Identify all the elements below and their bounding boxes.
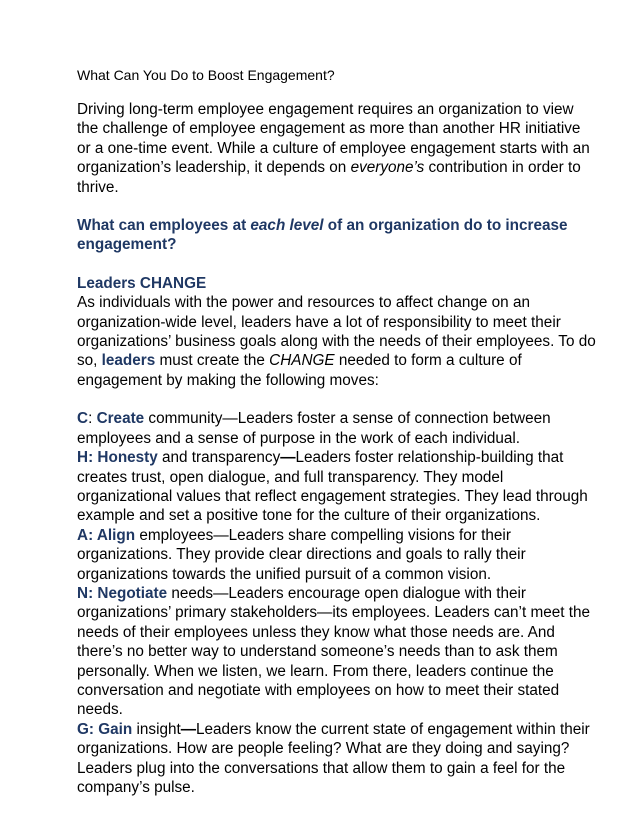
move-keyword: Honesty — [97, 449, 158, 467]
intro-emphasis: everyone’s — [350, 159, 425, 177]
question-text-1: What can employees at — [77, 217, 251, 235]
leaders-text-1: As individuals with the power and resources to affect change on an organization-wide level, leaders have a lot of responsibility to meet their organizations’ business goals along with the needs of their employees. To do so, — [77, 294, 596, 370]
move-sep: : — [88, 526, 97, 544]
move-keyword-rest: insight — [132, 720, 181, 738]
move-text: Leaders foster a sense of connection between employees and a sense of purpose in the work of each individual. — [77, 410, 551, 447]
move-sep: : — [88, 720, 99, 738]
move-dash: — — [222, 410, 238, 428]
move-text: Leaders share compelling visions for their organizations. They provide clear directions and goals to rally their organizations towards the unified pursuit of a common vision. — [77, 526, 526, 583]
move-keyword-rest: and transparency — [157, 449, 281, 467]
move-sep: : — [88, 410, 97, 428]
move-text: Leaders encourage open dialogue with their organizations’ primary stakeholders—its employees. Leaders can’t meet the needs of their employees unless they know what those needs are. And there’s no better way to understand someone’s needs than to ask them personally. When we listen, we learn. From there, leaders continue the conversation and negotiate with employees on how to meet their stated needs. — [77, 584, 590, 719]
move-item — [77, 720, 597, 798]
section-question — [77, 216, 597, 255]
move-item — [77, 526, 597, 584]
move-dash: — — [180, 720, 197, 738]
leaders-heading: Leaders CHANGE — [77, 274, 207, 292]
move-text: Leaders know the current state of engagement within their organizations. How are people feeling? What are they doing and saying? Leaders plug into the conversations that allow them to gain a feel for the company’s pulse. — [77, 720, 590, 796]
move-letter: H — [77, 449, 89, 467]
move-sep: : — [88, 584, 98, 602]
leaders-bold: leaders — [101, 352, 156, 370]
leaders-text-2: must create the — [155, 352, 270, 370]
move-keyword: Create — [96, 410, 145, 428]
move-keyword-rest: needs — [167, 584, 214, 602]
move-letter: N — [77, 584, 89, 602]
move-text: Leaders foster relationship-building that creates trust, open dialogue, and full transparency. They model organizational values that reflect engagement strategies. They lead through example and set a positive tone for the culture of their organizations. — [77, 449, 588, 525]
move-letter: C — [77, 410, 89, 428]
leaders-emphasis: CHANGE — [269, 352, 335, 370]
intro-paragraph — [77, 100, 597, 197]
move-item — [77, 448, 597, 526]
question-text-2: of an organization do to increase engagement? — [77, 217, 568, 254]
move-item — [77, 584, 597, 720]
document-page — [77, 66, 597, 797]
moves-list — [77, 409, 597, 797]
move-letter: G — [77, 720, 89, 738]
move-sep: : — [88, 449, 98, 467]
intro-text-2: contribution in order to thrive. — [77, 159, 581, 196]
move-dash: — — [213, 526, 229, 544]
question-emphasis: each level — [250, 217, 324, 235]
move-letter: A — [77, 526, 89, 544]
move-keyword: Negotiate — [97, 584, 168, 602]
move-keyword: Align — [96, 526, 136, 544]
leaders-paragraph — [77, 293, 597, 390]
intro-text-1: Driving long-term employee engagement requires an organization to view the challenge of employee engagement as more than another HR initiative or a one-time event. While a culture of employee engagement starts with an organization’s leadership, it depends on — [77, 101, 590, 177]
move-keyword-rest: employees — [135, 526, 214, 544]
leaders-text-3: needed to form a culture of engagement by making the following moves: — [77, 352, 522, 389]
move-dash: — — [213, 584, 229, 602]
doc-title: What Can You Do to Boost Engagement? — [77, 67, 335, 83]
move-keyword: Gain — [98, 720, 133, 738]
move-item — [77, 409, 597, 448]
move-keyword-rest: community — [144, 410, 223, 428]
move-dash: — — [280, 449, 296, 467]
